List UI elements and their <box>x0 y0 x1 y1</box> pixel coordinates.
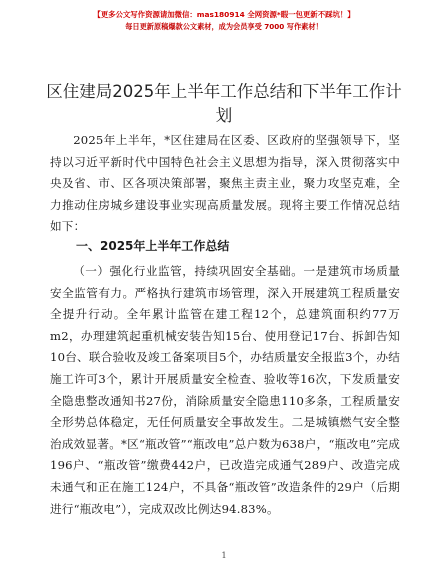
promo-banner-line1: 【更多公文写作资源请加微信：mas180914 全网资源*暇一包更新不踩坑！】 <box>93 10 355 19</box>
document-title: 区住建局2025年上半年工作总结和下半年工作计划 <box>46 82 402 125</box>
page-number: 1 <box>221 551 227 560</box>
body-paragraph: （一）强化行业监管，持续巩固安全基础。一是建筑市场质量安全监管有力。严格执行建筑市场管理，深入开展建筑工程质量安全提升行动。全年累计监管在建工程12个，总建筑面积约77万m2，办理建筑起重机械安装告知15台、使用登记17台、拆卸告知10台、联合验收及竣工备案项目5个，办结质量安全报监3个，办结施工许可3个，累计开展质量安全检查、验收等16次，下发质量安全隐患整改通知书27份，消除质量安全隐患110多条，工程质量安全形势总体稳定，无任何质量安全事故发生。二是城镇燃气安全整治成效显著。*区“瓶改管”“瓶改电”总户数为638户，“瓶改电”完成196户、“瓶改管”缴费442户，已改造完成通气289户、改造完成未通气和正在施工124户，不具备“瓶改管”改造条件的29户（后期进行“瓶改电”），完成双改比例达94.83%。 <box>50 264 400 516</box>
promo-banner-line2: 每日更新原稿爆款公文素材，成为会员享受 7000 写作素材！ <box>125 22 323 31</box>
intro-paragraph: 2025年上半年，*区住建局在区委、区政府的坚强领导下，坚持以习近平新时代中国特色社会主义思想为指导，深入贯彻落实中央及省、市、区各项决策部署，聚焦主责主业，聚力攻坚克难，全力推动住房城乡建设事业实现高质量发展。现将主要工作情况总结如下： <box>50 133 400 234</box>
promo-banner <box>0 0 448 56</box>
section-heading: 一、2025年上半年工作总结 <box>76 239 230 253</box>
